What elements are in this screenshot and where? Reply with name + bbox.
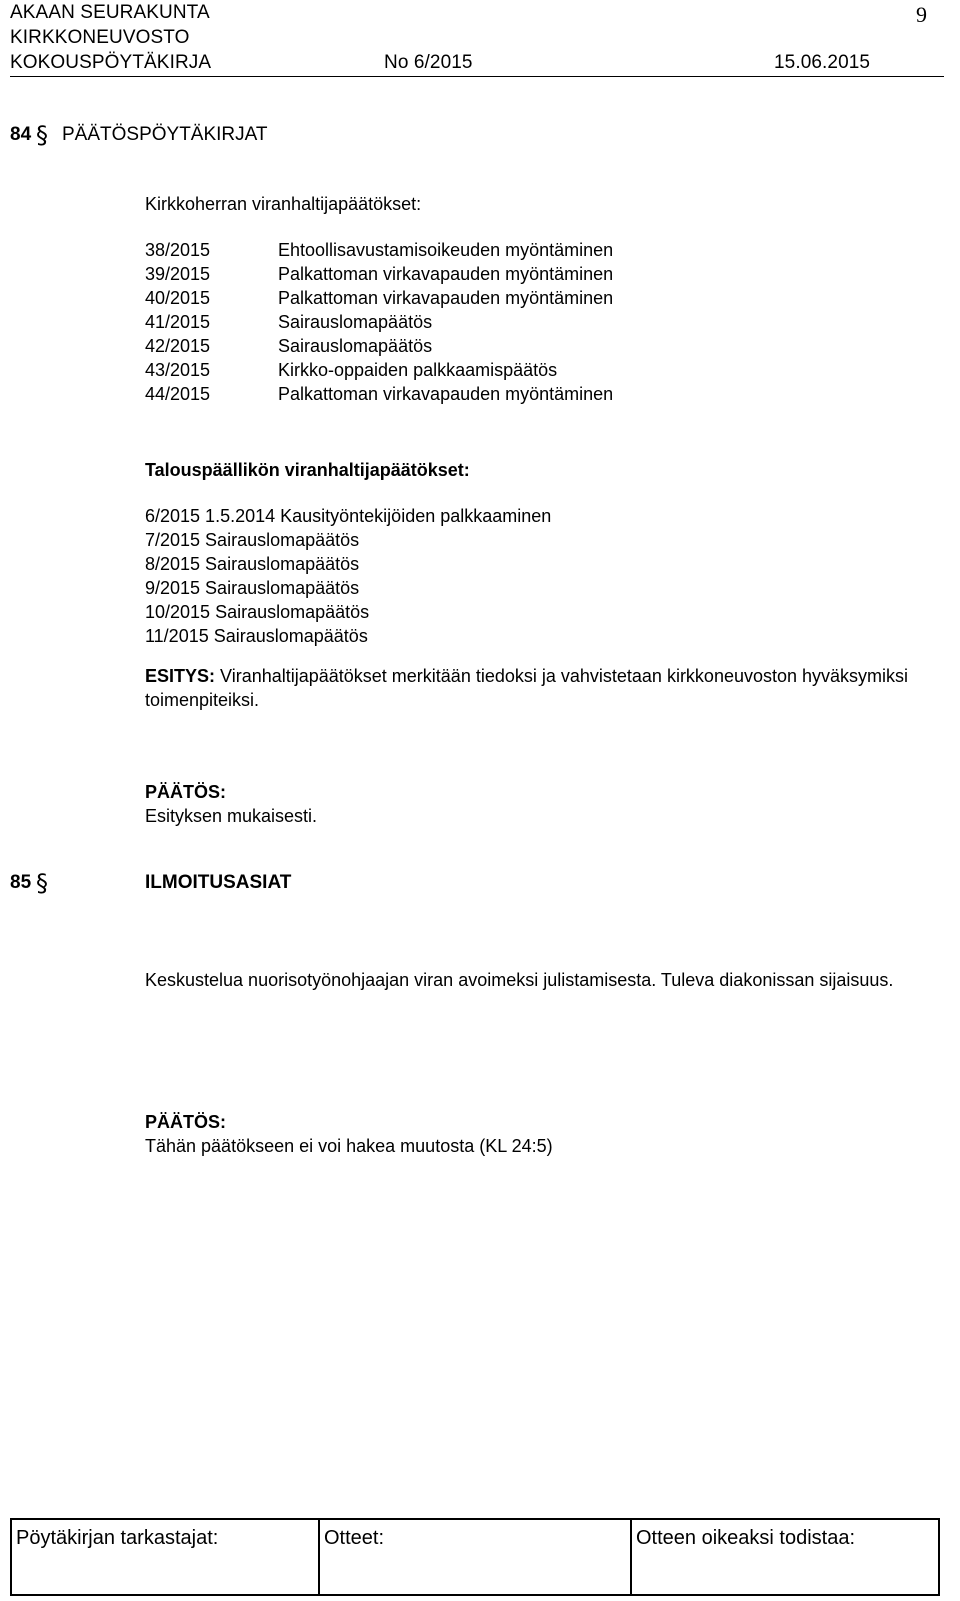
header-rule [10,76,944,77]
decision-text: Palkattoman virkavapauden myöntäminen [278,264,614,284]
minutes-checkers-cell: Pöytäkirjan tarkastajat: [12,1520,320,1594]
header-org: AKAAN SEURAKUNTA [10,2,210,23]
decision-text: Sairauslomapäätös [278,336,433,356]
decision-number: 43/2015 [145,360,211,380]
proposal-paragraph [145,664,935,712]
decision-text: Palkattoman virkavapauden myöntäminen [278,384,614,404]
list-item: 10/2015 Sairauslomapäätös [145,602,370,622]
section-84-number: 84 [10,124,32,145]
decision-text: Ehtoollisavustamisoikeuden myöntäminen [278,240,614,260]
list-item: 11/2015 Sairauslomapäätös [145,626,368,646]
header-body: KIRKKONEUVOSTO [10,27,190,48]
list-item: 7/2015 Sairauslomapäätös [145,530,360,550]
header-doc-number: No 6/2015 [384,52,473,73]
list-item: 6/2015 1.5.2014 Kausityöntekijöiden palkkaaminen [145,506,552,526]
section-85-title: ILMOITUSASIAT [145,872,292,893]
section-sign-85: § [36,869,48,897]
section-sign-84: § [36,121,48,149]
signature-table [10,1518,940,1596]
decision-text: Kirkko-oppaiden palkkaamispäätös [278,360,558,380]
decision-label-85: PÄÄTÖS: [145,1112,226,1132]
proposal-label: ESITYS: [145,666,216,686]
announcements-paragraph: Keskustelua nuorisotyönohjaajan viran avoimeksi julistamisesta. Tuleva diakonissan sijaisuus. [145,970,894,990]
list-item: 9/2015 Sairauslomapäätös [145,578,360,598]
finance-decisions-heading: Talouspäällikön viranhaltijapäätökset: [145,460,470,480]
decision-number: 40/2015 [145,288,211,308]
header-doc-type: KOKOUSPÖYTÄKIRJA [10,52,212,73]
page-number: 9 [916,2,927,27]
excerpts-cell: Otteet: [320,1520,632,1594]
decision-text: Sairauslomapäätös [278,312,433,332]
decision-number: 38/2015 [145,240,211,260]
decision-number: 44/2015 [145,384,211,404]
vicar-decisions-heading: Kirkkoherran viranhaltijapäätökset: [145,194,422,214]
certified-copy-cell: Otteen oikeaksi todistaa: [636,1527,856,1549]
header-date: 15.06.2015 [774,52,871,73]
decision-number: 41/2015 [145,312,211,332]
decision-label-84: PÄÄTÖS: [145,782,226,802]
decision-text: Palkattoman virkavapauden myöntäminen [278,288,614,308]
decision-text-85: Tähän päätökseen ei voi hakea muutosta (KL 24:5) [145,1136,553,1156]
decision-text-84: Esityksen mukaisesti. [145,806,318,826]
section-84-title: PÄÄTÖSPÖYTÄKIRJAT [62,124,268,145]
list-item: 8/2015 Sairauslomapäätös [145,554,360,574]
proposal-text: Viranhaltijapäätökset merkitään tiedoksi ja vahvistetaan kirkkoneuvoston hyväksymiksi toimenpiteiksi. [145,666,909,710]
decision-number: 42/2015 [145,336,211,356]
decision-number: 39/2015 [145,264,211,284]
section-85-number: 85 [10,872,32,893]
